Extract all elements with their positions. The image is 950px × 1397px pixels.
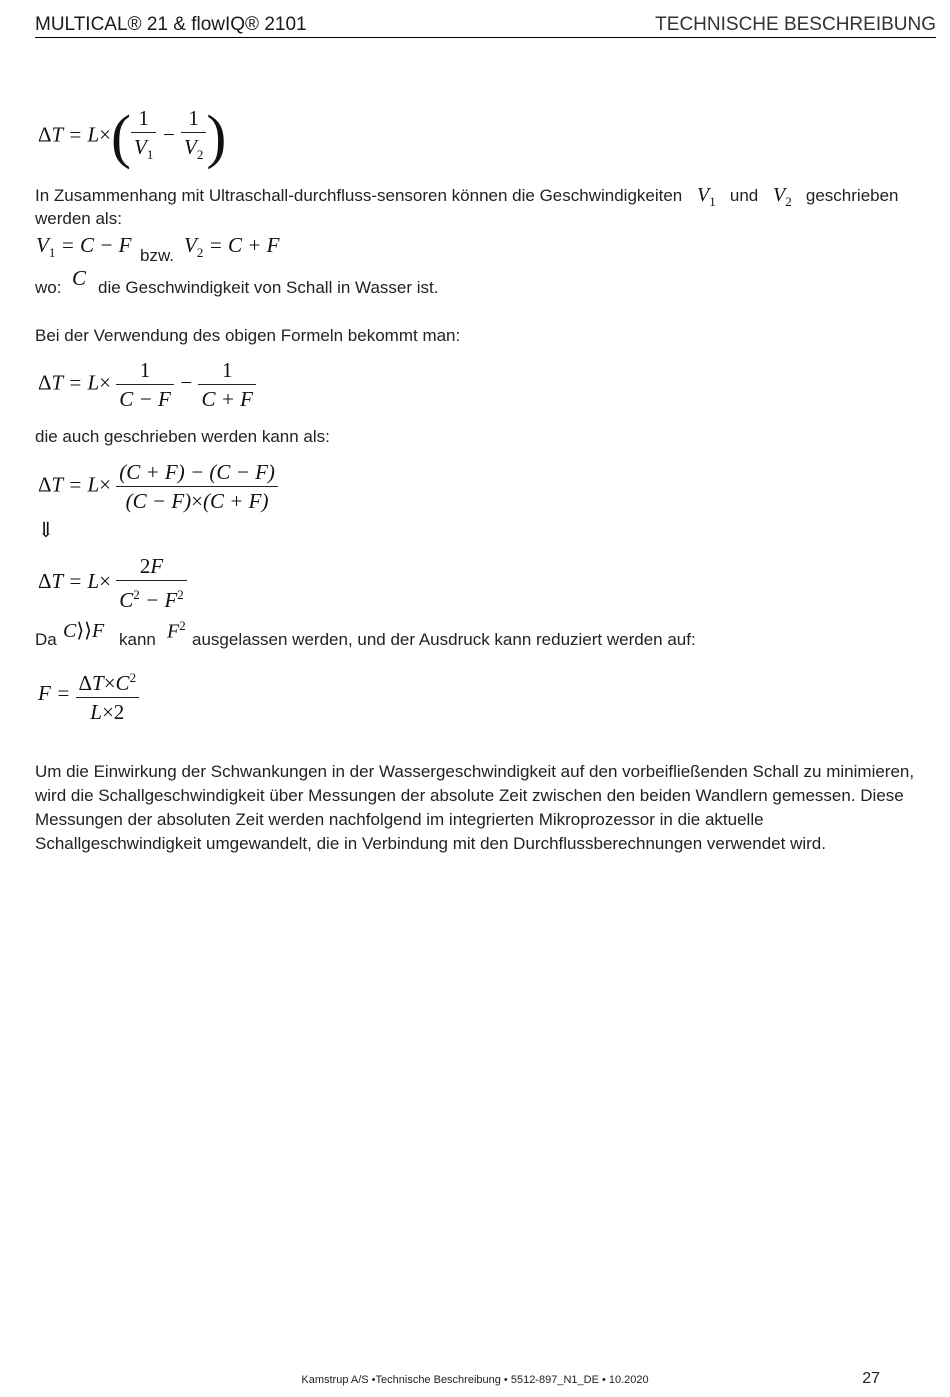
formula-c-much-greater-f: C⟩⟩F: [63, 620, 105, 642]
formula-delta-t-expanded: ΔT = L× $\frac{(C + F) - (C - F)}{(C - F)\times(C + F)}$: [38, 458, 278, 515]
symbol-f-squared: $F^2$: [167, 618, 186, 643]
formula-delta-t-c-f: ΔT = L× $\frac{1}{C - F}$ − $\frac{1}{C + F}$: [38, 356, 256, 413]
symbol-c: C: [72, 266, 87, 290]
symbol-v1: $V_1$: [687, 184, 716, 209]
symbol-v2: $V_2$: [763, 184, 792, 209]
paragraph-sound-speed: Um die Einwirkung der Schwankungen in der Wassergeschwindigkeit auf den vorbeifließenden Schall zu minimieren, wird die Schallgeschwindigkeit über Messungen der absolute Zeit zwischen den beiden Wandlern gemessen. Diese Messungen der absoluten Zeit werden nachfolgend im integrierten Mikroprozessor in die aktuelle Schallgeschwindigkeit umgewandelt, die in Verbindung mit den Durchflussberechnungen verwendet wird.: [35, 762, 915, 853]
page-number: 27: [862, 1370, 880, 1387]
paragraph-velocities-line-2: werden als:: [35, 209, 122, 228]
paragraph-velocities: [35, 183, 945, 214]
formula-v2: $V_2 = C + F$: [184, 233, 280, 261]
formula-delta-t-simplified: ΔT = L× $\frac{2F}{C^2 - F^2}$: [38, 552, 187, 614]
paragraph-velocities-und: und: [729, 186, 759, 205]
formula-flow-f: F = $\frac{\Delta T\times C^2}{L\times 2}$: [38, 664, 139, 726]
footer-text: Kamstrup A/S •Technische Beschreibung • 5512-897_N1_DE • 10.2020: [301, 1374, 649, 1386]
implies-arrow: ⇓: [37, 518, 55, 542]
paragraph-velocities-text-2: geschrieben: [805, 186, 899, 205]
header-divider: [35, 37, 936, 38]
text-da: Da: [35, 630, 57, 649]
text-da-description: ausgelassen werden, und der Ausdruck kann reduziert werden auf:: [192, 630, 696, 649]
text-kann: kann: [119, 630, 156, 649]
document-title: MULTICAL® 21 & flowIQ® 2101: [35, 14, 307, 35]
formula-v1: $V_1 = C - F$: [36, 233, 132, 261]
formula-delta-t-velocities: ΔT = L×( $\frac{1}{V_1}$ − $\frac{1}{V_2}$ ): [38, 103, 227, 170]
text-wo: wo:: [35, 278, 62, 297]
section-title: TECHNISCHE BESCHREIBUNG: [655, 14, 936, 35]
text-wo-description: die Geschwindigkeit von Schall in Wasser ist.: [98, 278, 439, 297]
paragraph-velocities-text-1: In Zusammenhang mit Ultraschall-durchfluss-sensoren können die Geschwindigkeiten: [35, 186, 683, 205]
paragraph-formula-intro: Bei der Verwendung des obigen Formeln bekommt man:: [35, 326, 461, 345]
text-bzw: bzw.: [140, 246, 175, 265]
paragraph-rewrite: die auch geschrieben werden kann als:: [35, 427, 330, 446]
